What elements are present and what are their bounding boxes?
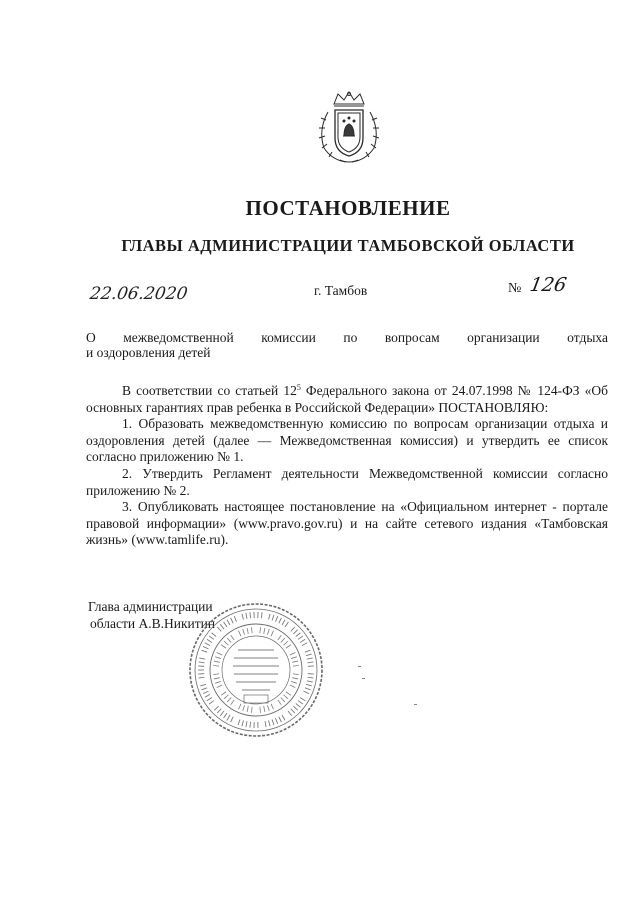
document-title: ПОСТАНОВЛЕНИЕ: [245, 196, 451, 220]
number-label: №: [508, 281, 522, 296]
subject-word: межведомственной: [123, 330, 234, 345]
subject-line-2: и оздоровления детей: [86, 345, 211, 360]
city-label: г. Тамбов: [314, 283, 368, 298]
subject-word: отдыха: [567, 330, 608, 345]
preamble-paragraph: [86, 380, 608, 416]
tambov-coat-of-arms-icon: [314, 90, 384, 166]
item-paragraph-1: 1. Образовать межведомственную комиссию по вопросам организации отдыха и оздоровления детей (далее — Межведомственная комиссия) и утвердить ее список согласно приложению № 1.: [86, 416, 608, 465]
subject-word: О: [86, 330, 96, 345]
scan-speck: [358, 666, 361, 667]
subject-word: организации: [467, 330, 540, 345]
subject-word: вопросам: [384, 330, 440, 345]
signature-name: области А.В.Никитин: [90, 616, 216, 631]
document-subtitle: ГЛАВЫ АДМИНИСТРАЦИИ ТАМБОВСКОЙ ОБЛАСТИ: [121, 236, 575, 255]
subject-block: [86, 330, 608, 360]
subject-word: по: [343, 330, 358, 345]
scan-speck: [362, 678, 365, 679]
signature-position: Глава администрации: [88, 599, 213, 614]
handwritten-number: 126: [528, 274, 569, 296]
preamble-text-1: В соответствии со статьей 12: [122, 383, 297, 398]
preamble-superscript: 5: [296, 383, 301, 392]
document-body: [86, 380, 608, 549]
preamble-text-2: Федерального закона от 24.07.1998 № 124-ФЗ «Об основных гарантиях прав ребенка в Российской Федерации» ПОСТАНОВЛЯЮ:: [86, 383, 608, 415]
round-seal-stamp-icon: [186, 600, 326, 740]
handwritten-date: 22.06.2020: [88, 284, 189, 304]
subject-line-1: [86, 330, 608, 345]
item-paragraph-3: 3. Опубликовать настоящее постановление на «Официальном интернет - портале правовой информации» (www.pravo.gov.ru) и на сайте сетевого издания «Тамбовская жизнь» (www.tamlife.ru).: [86, 499, 608, 548]
subject-word: комиссии: [261, 330, 316, 345]
scan-speck: [414, 704, 417, 705]
item-paragraph-2: 2. Утвердить Регламент деятельности Межведомственной комиссии согласно приложению № 2.: [86, 465, 608, 498]
